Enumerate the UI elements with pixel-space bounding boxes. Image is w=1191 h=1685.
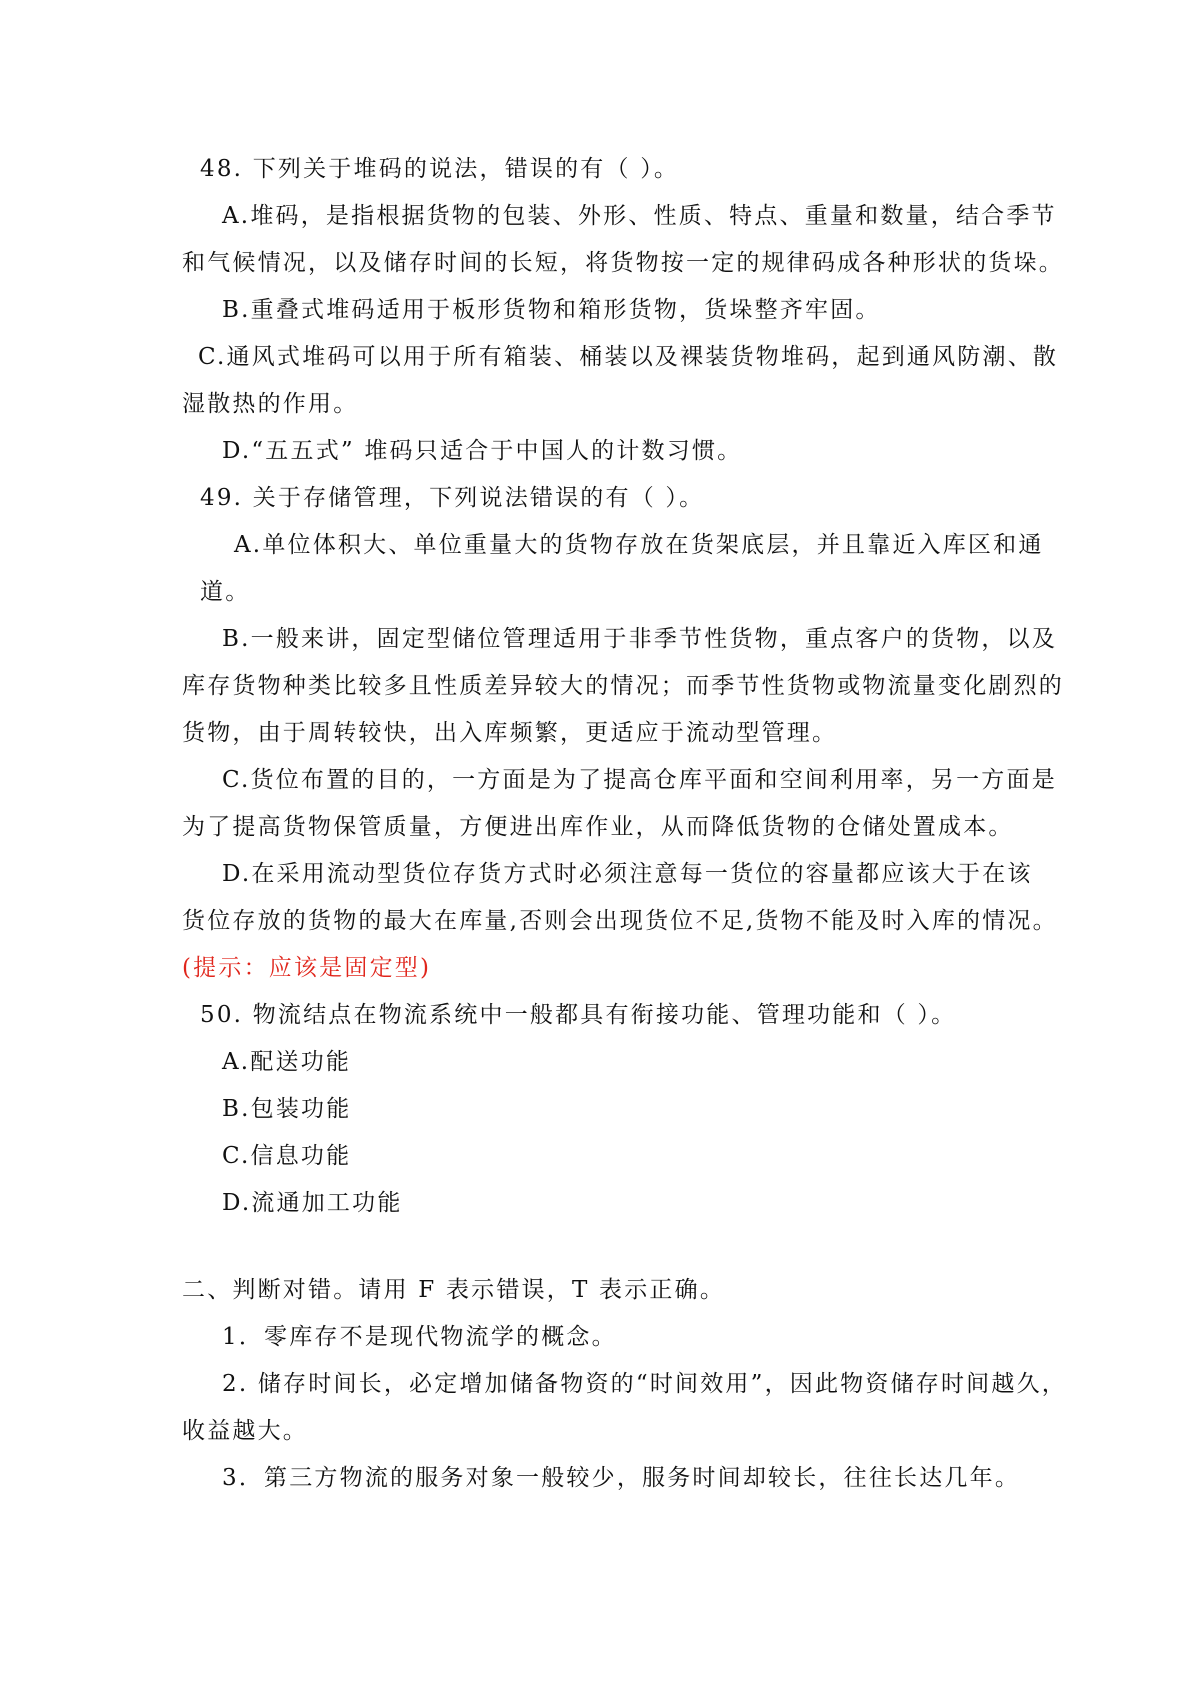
question-48-option-b: B.重叠式堆码适用于板形货物和箱形货物，货垛整齐牢固。 bbox=[222, 297, 881, 323]
question-48-option-a-line2: 和气候情况，以及储存时间的长短，将货物按一定的规律码成各种形状的货垛。 bbox=[182, 250, 1064, 276]
section-true-false bbox=[182, 1267, 1067, 1502]
question-48-stem: 48. 下列关于堆码的说法，错误的有（ ）。 bbox=[200, 156, 680, 182]
question-48-option-c-line2: 湿散热的作用。 bbox=[182, 391, 359, 417]
judgment-item-2-line2: 收益越大。 bbox=[182, 1418, 308, 1444]
question-50-option-c: C.信息功能 bbox=[222, 1143, 352, 1169]
question-49-option-c-line1: C.货位布置的目的，一方面是为了提高仓库平面和空间利用率，另一方面是 bbox=[222, 767, 1057, 793]
question-50-stem: 50. 物流结点在物流系统中一般都具有衔接功能、管理功能和（ ）。 bbox=[200, 1002, 957, 1028]
question-49-option-a-line2: 道。 bbox=[200, 579, 251, 605]
question-49-option-a-line1: A.单位体积大、单位重量大的货物存放在货架底层，并且靠近入库区和通 bbox=[234, 532, 1044, 558]
question-48-option-c-line1: C.通风式堆码可以用于所有箱装、桶装以及裸装货物堆码，起到通风防潮、散 bbox=[198, 344, 1059, 370]
question-48 bbox=[182, 146, 1064, 475]
question-49-option-b-line1: B.一般来讲，固定型储位管理适用于非季节性货物，重点客户的货物，以及 bbox=[222, 626, 1058, 652]
question-49 bbox=[182, 475, 1064, 992]
question-49-option-b-line2: 库存货物种类比较多且性质差异较大的情况；而季节性货物或物流量变化剧烈的 bbox=[182, 673, 1064, 699]
question-49-option-b-line3: 货物，由于周转较快，出入库频繁，更适应于流动型管理。 bbox=[182, 720, 838, 746]
question-50-option-d: D.流通加工功能 bbox=[222, 1190, 403, 1216]
judgment-item-1: 1．零库存不是现代物流学的概念。 bbox=[222, 1324, 617, 1350]
question-50-option-a: A.配送功能 bbox=[222, 1049, 352, 1075]
judgment-item-3: 3．第三方物流的服务对象一般较少，服务时间却较长，往往长达几年。 bbox=[222, 1465, 1021, 1491]
question-50-option-b: B.包装功能 bbox=[222, 1096, 352, 1122]
section-spacer bbox=[182, 1227, 1022, 1267]
question-49-option-d-line2: 货位存放的货物的最大在库量,否则会出现货位不足,货物不能及时入库的情况。 bbox=[182, 908, 1058, 934]
question-49-option-c-line2: 为了提高货物保管质量，方便进出库作业，从而降低货物的仓储处置成本。 bbox=[182, 814, 1014, 840]
question-49-option-d-line1: D.在采用流动型货位存货方式时必须注意每一货位的容量都应该大于在该 bbox=[222, 861, 1033, 887]
document-body bbox=[182, 146, 1067, 1502]
question-48-option-a-line1: A.堆码，是指根据货物的包装、外形、性质、特点、重量和数量，结合季节 bbox=[222, 203, 1057, 229]
judgment-item-2-line1: 2. 储存时间长，必定增加储备物资的“时间效用”，因此物资储存时间越久， bbox=[222, 1371, 1067, 1397]
question-50 bbox=[182, 992, 1022, 1227]
question-48-option-d: D.“五五式” 堆码只适合于中国人的计数习惯。 bbox=[222, 438, 743, 464]
section-2-heading: 二、判断对错。请用 F 表示错误，T 表示正确。 bbox=[182, 1277, 726, 1303]
question-49-hint: (提示：应该是固定型) bbox=[182, 955, 432, 981]
question-49-stem: 49. 关于存储管理，下列说法错误的有（ ）。 bbox=[200, 485, 705, 511]
